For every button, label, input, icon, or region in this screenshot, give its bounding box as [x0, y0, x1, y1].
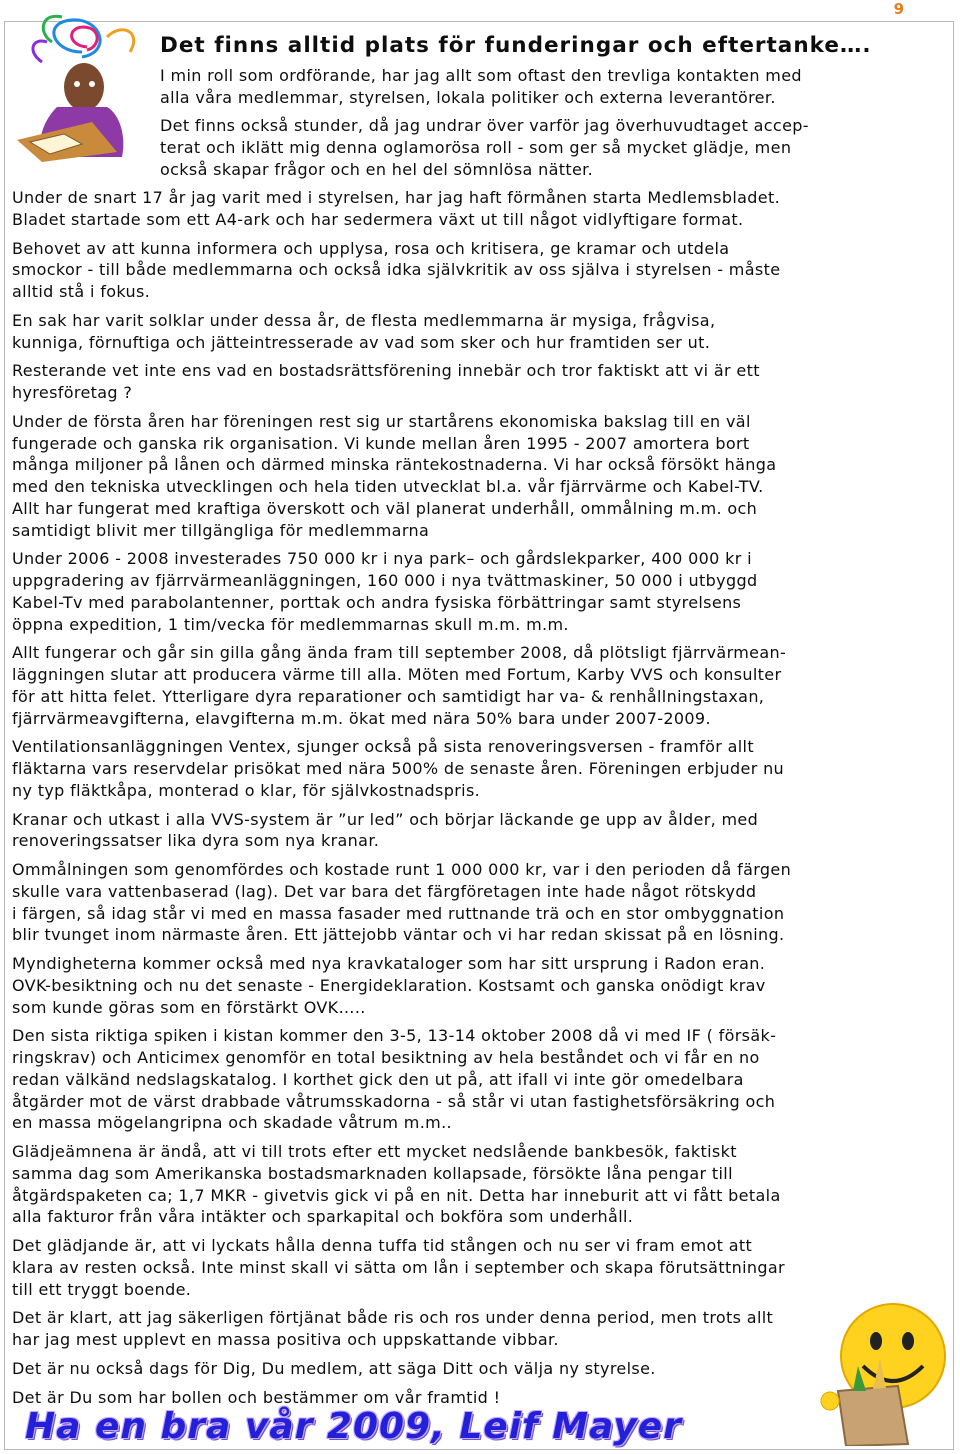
- thinking-person-illustration: [12, 12, 152, 162]
- body-paragraph: Det är klart, att jag säkerligen förtjänat både ris och ros under denna period, men trots allt har jag mest upplevt en massa positiva och uppskattande vibbar.: [12, 1308, 774, 1349]
- body-paragraph: Ventilationsanläggningen Ventex, sjunger också på sista renoveringsversen - framför allt fläktarna vars reservdelar prisökat med nära 500% de senaste åren. Föreningen erbjuder nu ny typ fläktkåpa, monterad o klar, för självkostnadspris.: [12, 737, 785, 800]
- body-paragraph: Resterande vet inte ens vad en bostadsrättsförening innebär och tror faktiskt att vi är ett hyresföretag ?: [12, 361, 760, 402]
- body-paragraph: Under de snart 17 år jag varit med i styrelsen, har jag haft förmånen starta Medlemsbladet. Bladet startade som ett A4-ark och har sedermera växt ut till något vidlyftigare format.: [12, 188, 781, 229]
- body-paragraph: Allt fungerar och går sin gilla gång ända fram till september 2008, då plötsligt fjärrvärmean- läggningen slutar att producera värme till alla. Möten med Fortum, Karby VVS och konsulter för att hitta felet. Ytterligare dyra reparationer och samtidigt har va- & renhållningstaxan, fjärrvärmeavgifterna, elavgifterna m.m. ökat med nära 50% bara under 2007-2009.: [12, 643, 787, 728]
- body-paragraph: Det är nu också dags för Dig, Du medlem, att säga Ditt och välja ny styrelse.: [12, 1358, 656, 1378]
- body-paragraph: Myndigheterna kommer också med nya kravkataloger som har sitt ursprung i Radon eran. OVK-besiktning och nu det senaste - Energideklaration. Kostsamt och ganska onödigt krav som kunde göras som en förstärkt OVK…..: [12, 954, 766, 1017]
- body-paragraph: Behovet av att kunna informera och upplysa, rosa och kritisera, ge kramar och utdela smockor - till både medlemmarna och också idka självkritik av oss själva i styrelsen - måste alltid stå i fokus.: [12, 238, 781, 301]
- lead-paragraph: I min roll som ordförande, har jag allt som oftast den trevliga kontakten med alla våra medlemmar, styrelsen, lokala politiker och externa leverantörer.: [160, 66, 802, 107]
- body-paragraph: Det glädjande är, att vi lyckats hålla denna tuffa tid stången och nu ser vi fram emot att klara av resten också. Inte minst skall vi sätta om lån i september och skapa förutsättningar till ett tryggt boende.: [12, 1236, 785, 1299]
- grocery-bag-icon: [838, 1386, 908, 1446]
- body-paragraph: Det är Du som har bollen och bestämmer om vår framtid !: [12, 1387, 501, 1407]
- body-paragraph: Ommålningen som genomfördes och kostade runt 1 000 000 kr, var i den perioden då färgen skulle vara vattenbaserad (lag). Det var bara det färgföretagen inte hade något rötskydd i färgen, så idag står vi med en massa fasader med ruttnande trä och en stor ombyggnation blir tvunget inom närmaste åren. Ett jättejobb väntar och vi har redan skissat på en lösning.: [12, 860, 792, 945]
- article-title: Det finns alltid plats för funderingar och eftertanke….: [160, 33, 872, 58]
- page-number: 9: [893, 0, 904, 18]
- lead-paragraph: Det finns också stunder, då jag undrar över varför jag överhuvudtaget accep- terat och iklätt mig denna oglamorösa roll - som ger så mycket glädje, men också skapar frågor och en hel del sömnlösa nätter.: [160, 116, 809, 179]
- signature-banner: Ha en bra vår 2009, Leif Mayer: [25, 1406, 682, 1447]
- swirl-thoughts-icon: [33, 16, 134, 62]
- body-paragraph: Under de första åren har föreningen rest sig ur startårens ekonomiska bakslag till en väl fungerade och ganska rik organisation. Vi kunde mellan åren 1995 - 2007 amortera bort många miljoner på lånen och därmed minska räntekostnaderna. Vi har också försökt hänga med den tekniska utvecklingen och hela tiden utvecklat bl.a. vår fjärrvärme och Kabel-TV. Allt har fungerat med kraftiga överskott och väl planerat underhåll, ommålning m.m. och samtidigt blivit mer tillgängliga för medlemmarna: [12, 411, 777, 540]
- smiley-with-grocery-bag-icon: [818, 1296, 956, 1446]
- body-paragraph: Glädjeämnena är ändå, att vi till trots efter ett mycket nedslående bankbesök, faktiskt samma dag som Amerikanska bostadsmarknaden kollapsade, försökte låna pengar till åtgärdspaketen ca; 1,7 MKR - givetvis gick vi på en nit. Detta har inneburit att vi fått betala alla fakturor från våra intäkter och sparkapital och bokföra som underhåll.: [12, 1142, 781, 1227]
- body-paragraph: Kranar och utkast i alla VVS-system är ”ur led” och börjar läckande ge upp av ålder, med renoveringssatser lika dyra som nya kranar.: [12, 809, 759, 851]
- body-paragraph: En sak har varit solklar under dessa år, de flesta medlemmarna är mysiga, frågvisa, kunniga, förnuftiga och jätteintresserade av vad som sker och hur framtiden ser ut.: [12, 310, 716, 352]
- face-shape: [64, 63, 104, 111]
- body-paragraph: Under 2006 - 2008 investerades 750 000 kr i nya park– och gårdslekparker, 400 000 kr i uppgradering av fjärrvärmeanläggningen, 160 000 i nya tvättmaskiner, 50 000 i utbyggd Kabel-Tv med parabolantenner, porttak och andra fysiska förbättringar samt styrelsens öppna expedition, 1 tim/vecka för medlemmarnas skull m.m. m.m.: [12, 549, 758, 634]
- body-paragraph: Den sista riktiga spiken i kistan kommer den 3-5, 13-14 oktober 2008 då vi med IF ( försäk- ringskrav) och Anticimex genomför en total besiktning av hela beståndet och vi får en no redan välkänd nedslagskatalog. I korthet gick den ut på, att ifall vi inte gör omedelbara åtgärder mot de värst drabbade våtrumsskadorna - så står vi utan fastighetsförsäkring och en massa mögelangripna och skadade våtrum m.m..: [12, 1026, 777, 1133]
- article-body: [12, 187, 952, 1415]
